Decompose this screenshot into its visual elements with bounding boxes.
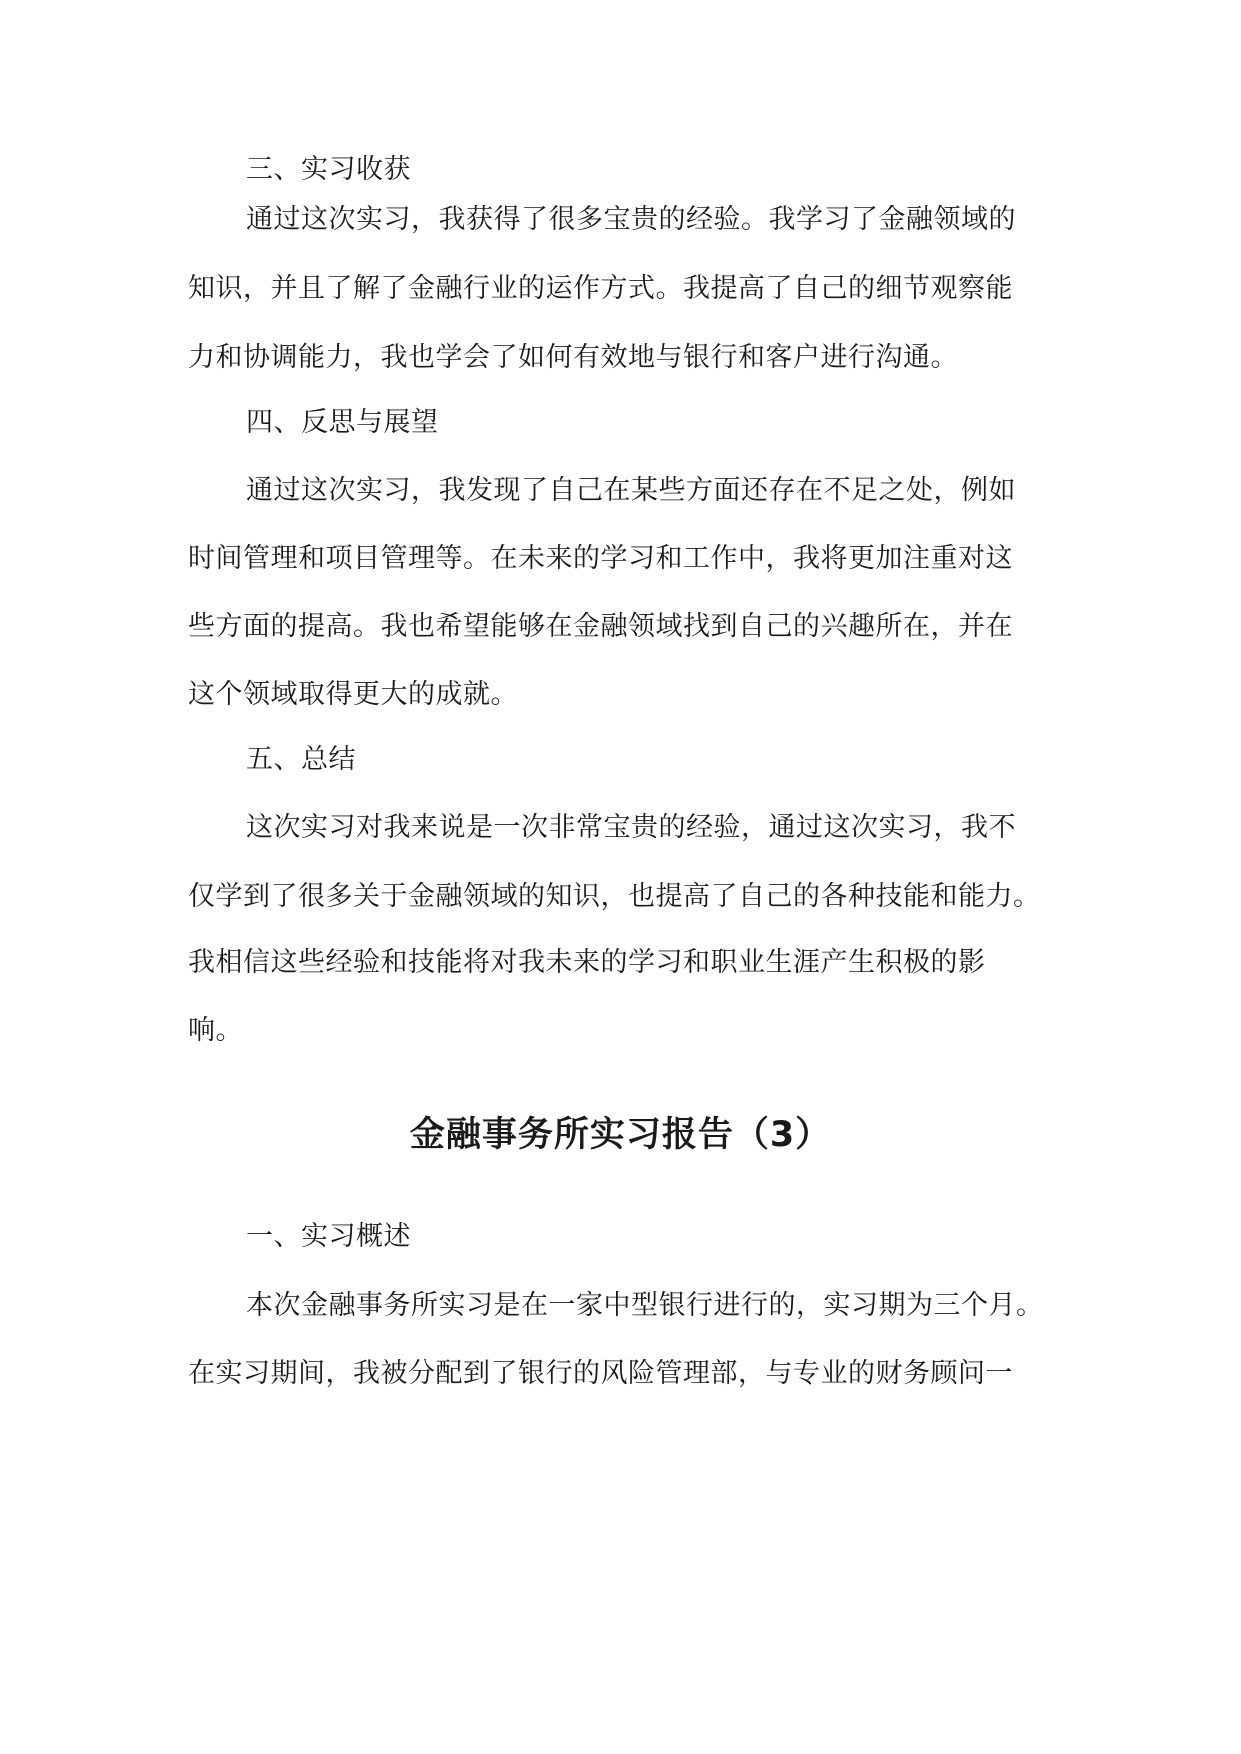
report-title: 金融事务所实习报告（3） — [409, 1115, 832, 1155]
paragraph-line: 时间管理和项目管理等。在未来的学习和工作中，我将更加注重对这 — [188, 543, 1013, 574]
paragraph-line: 仅学到了很多关于金融领域的知识，也提高了自己的各种技能和能力。 — [188, 881, 1041, 912]
paragraph-line: 力和协调能力，我也学会了如何有效地与银行和客户进行沟通。 — [188, 342, 958, 373]
paragraph-line: 本次金融事务所实习是在一家中型银行进行的，实习期为三个月。 — [246, 1290, 1044, 1321]
paragraph-line: 我相信这些经验和技能将对我未来的学习和职业生涯产生积极的影 — [188, 947, 986, 978]
paragraph-line: 这次实习对我来说是一次非常宝贵的经验，通过这次实习，我不 — [246, 812, 1016, 843]
paragraph-line: 些方面的提高。我也希望能够在金融领域找到自己的兴趣所在，并在 — [188, 611, 1013, 642]
section-heading-summary: 五、总结 — [246, 744, 356, 775]
paragraph-line: 这个领域取得更大的成就。 — [188, 679, 518, 710]
paragraph-line: 在实习期间，我被分配到了银行的风险管理部，与专业的财务顾问一 — [188, 1358, 1013, 1389]
paragraph-line: 通过这次实习，我发现了自己在某些方面还存在不足之处，例如 — [246, 475, 1016, 506]
paragraph-line: 知识，并且了解了金融行业的运作方式。我提高了自己的细节观察能 — [188, 273, 1013, 304]
section-heading-reflection: 四、反思与展望 — [246, 407, 439, 438]
paragraph-line: 响。 — [188, 1015, 243, 1046]
paragraph-line: 通过这次实习，我获得了很多宝贵的经验。我学习了金融领域的 — [246, 204, 1016, 235]
section-heading-harvest: 三、实习收获 — [246, 154, 411, 185]
section-heading-overview: 一、实习概述 — [246, 1221, 411, 1252]
